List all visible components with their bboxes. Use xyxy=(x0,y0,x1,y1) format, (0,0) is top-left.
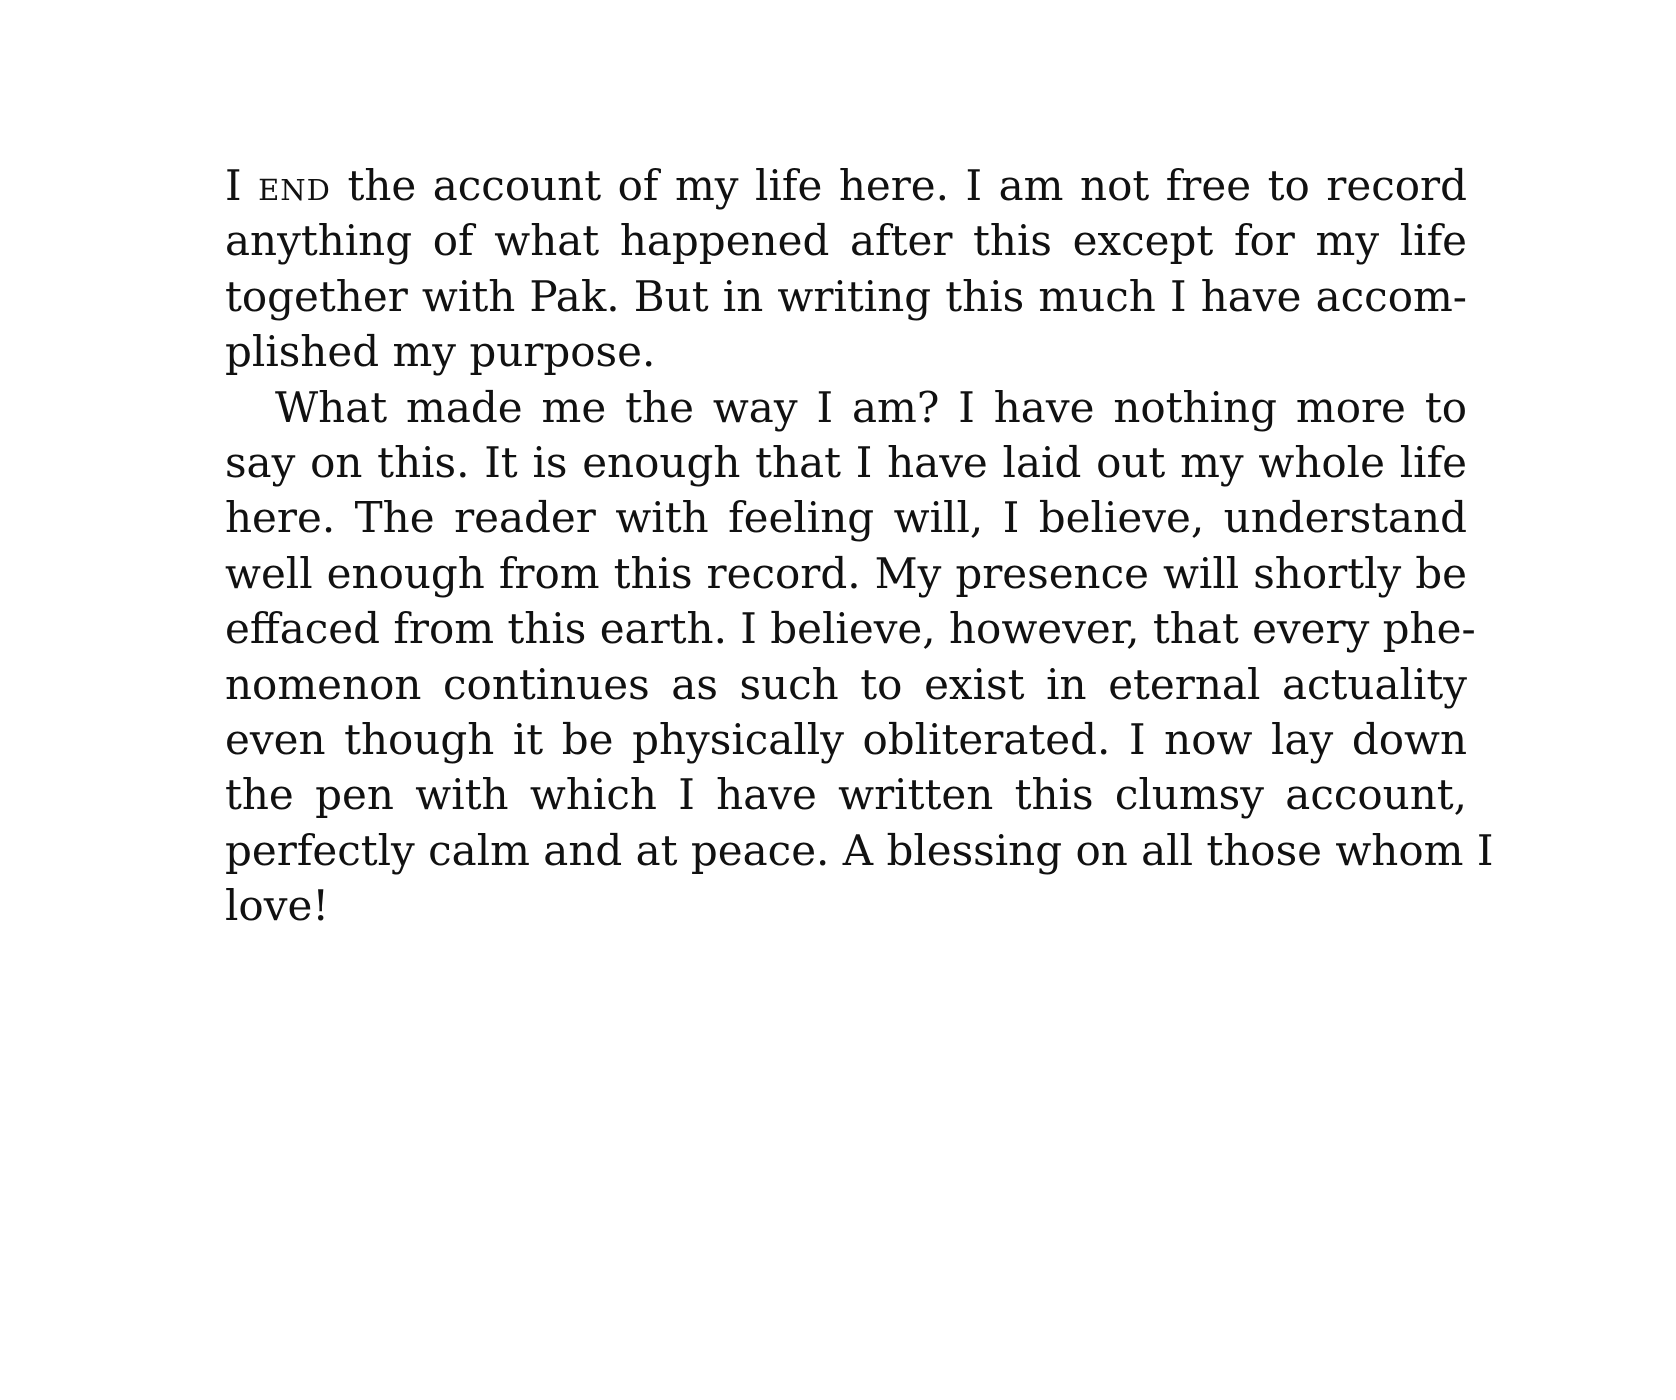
text-line: effaced from this earth. I believe, however, that every phe- xyxy=(225,604,1476,654)
text-line: well enough from this record. My presence will shortly be xyxy=(225,548,1467,598)
paragraph-1 xyxy=(225,158,1467,380)
opening-smallcaps-word: end xyxy=(258,161,331,210)
text-line: perfectly calm and at peace. A blessing on all those whom I xyxy=(225,825,1494,875)
text-line: plished my purpose. xyxy=(225,327,656,377)
text-line: the pen with which I have written this clumsy account, xyxy=(225,770,1467,820)
text-line: love! xyxy=(225,881,330,931)
text-line: anything of what happened after this except for my life xyxy=(225,216,1467,266)
opening-pronoun: I xyxy=(225,161,242,210)
text-line: even though it be physically obliterated. I now lay down xyxy=(225,714,1467,764)
text-line: together with Pak. But in writing this much I have accom- xyxy=(225,271,1467,321)
text-line: here. The reader with feeling will, I believe, understand xyxy=(225,493,1467,543)
document-page xyxy=(225,158,1494,933)
text-line: say on this. It is enough that I have laid out my whole life xyxy=(225,437,1467,487)
line-text: the account of my life here. I am not free to record xyxy=(330,161,1467,210)
paragraph-2 xyxy=(225,380,1494,934)
text-line: What made me the way I am? I have nothing more to xyxy=(275,382,1467,432)
text-line: nomenon continues as such to exist in eternal actuality xyxy=(225,659,1467,709)
text-line xyxy=(225,158,1467,213)
